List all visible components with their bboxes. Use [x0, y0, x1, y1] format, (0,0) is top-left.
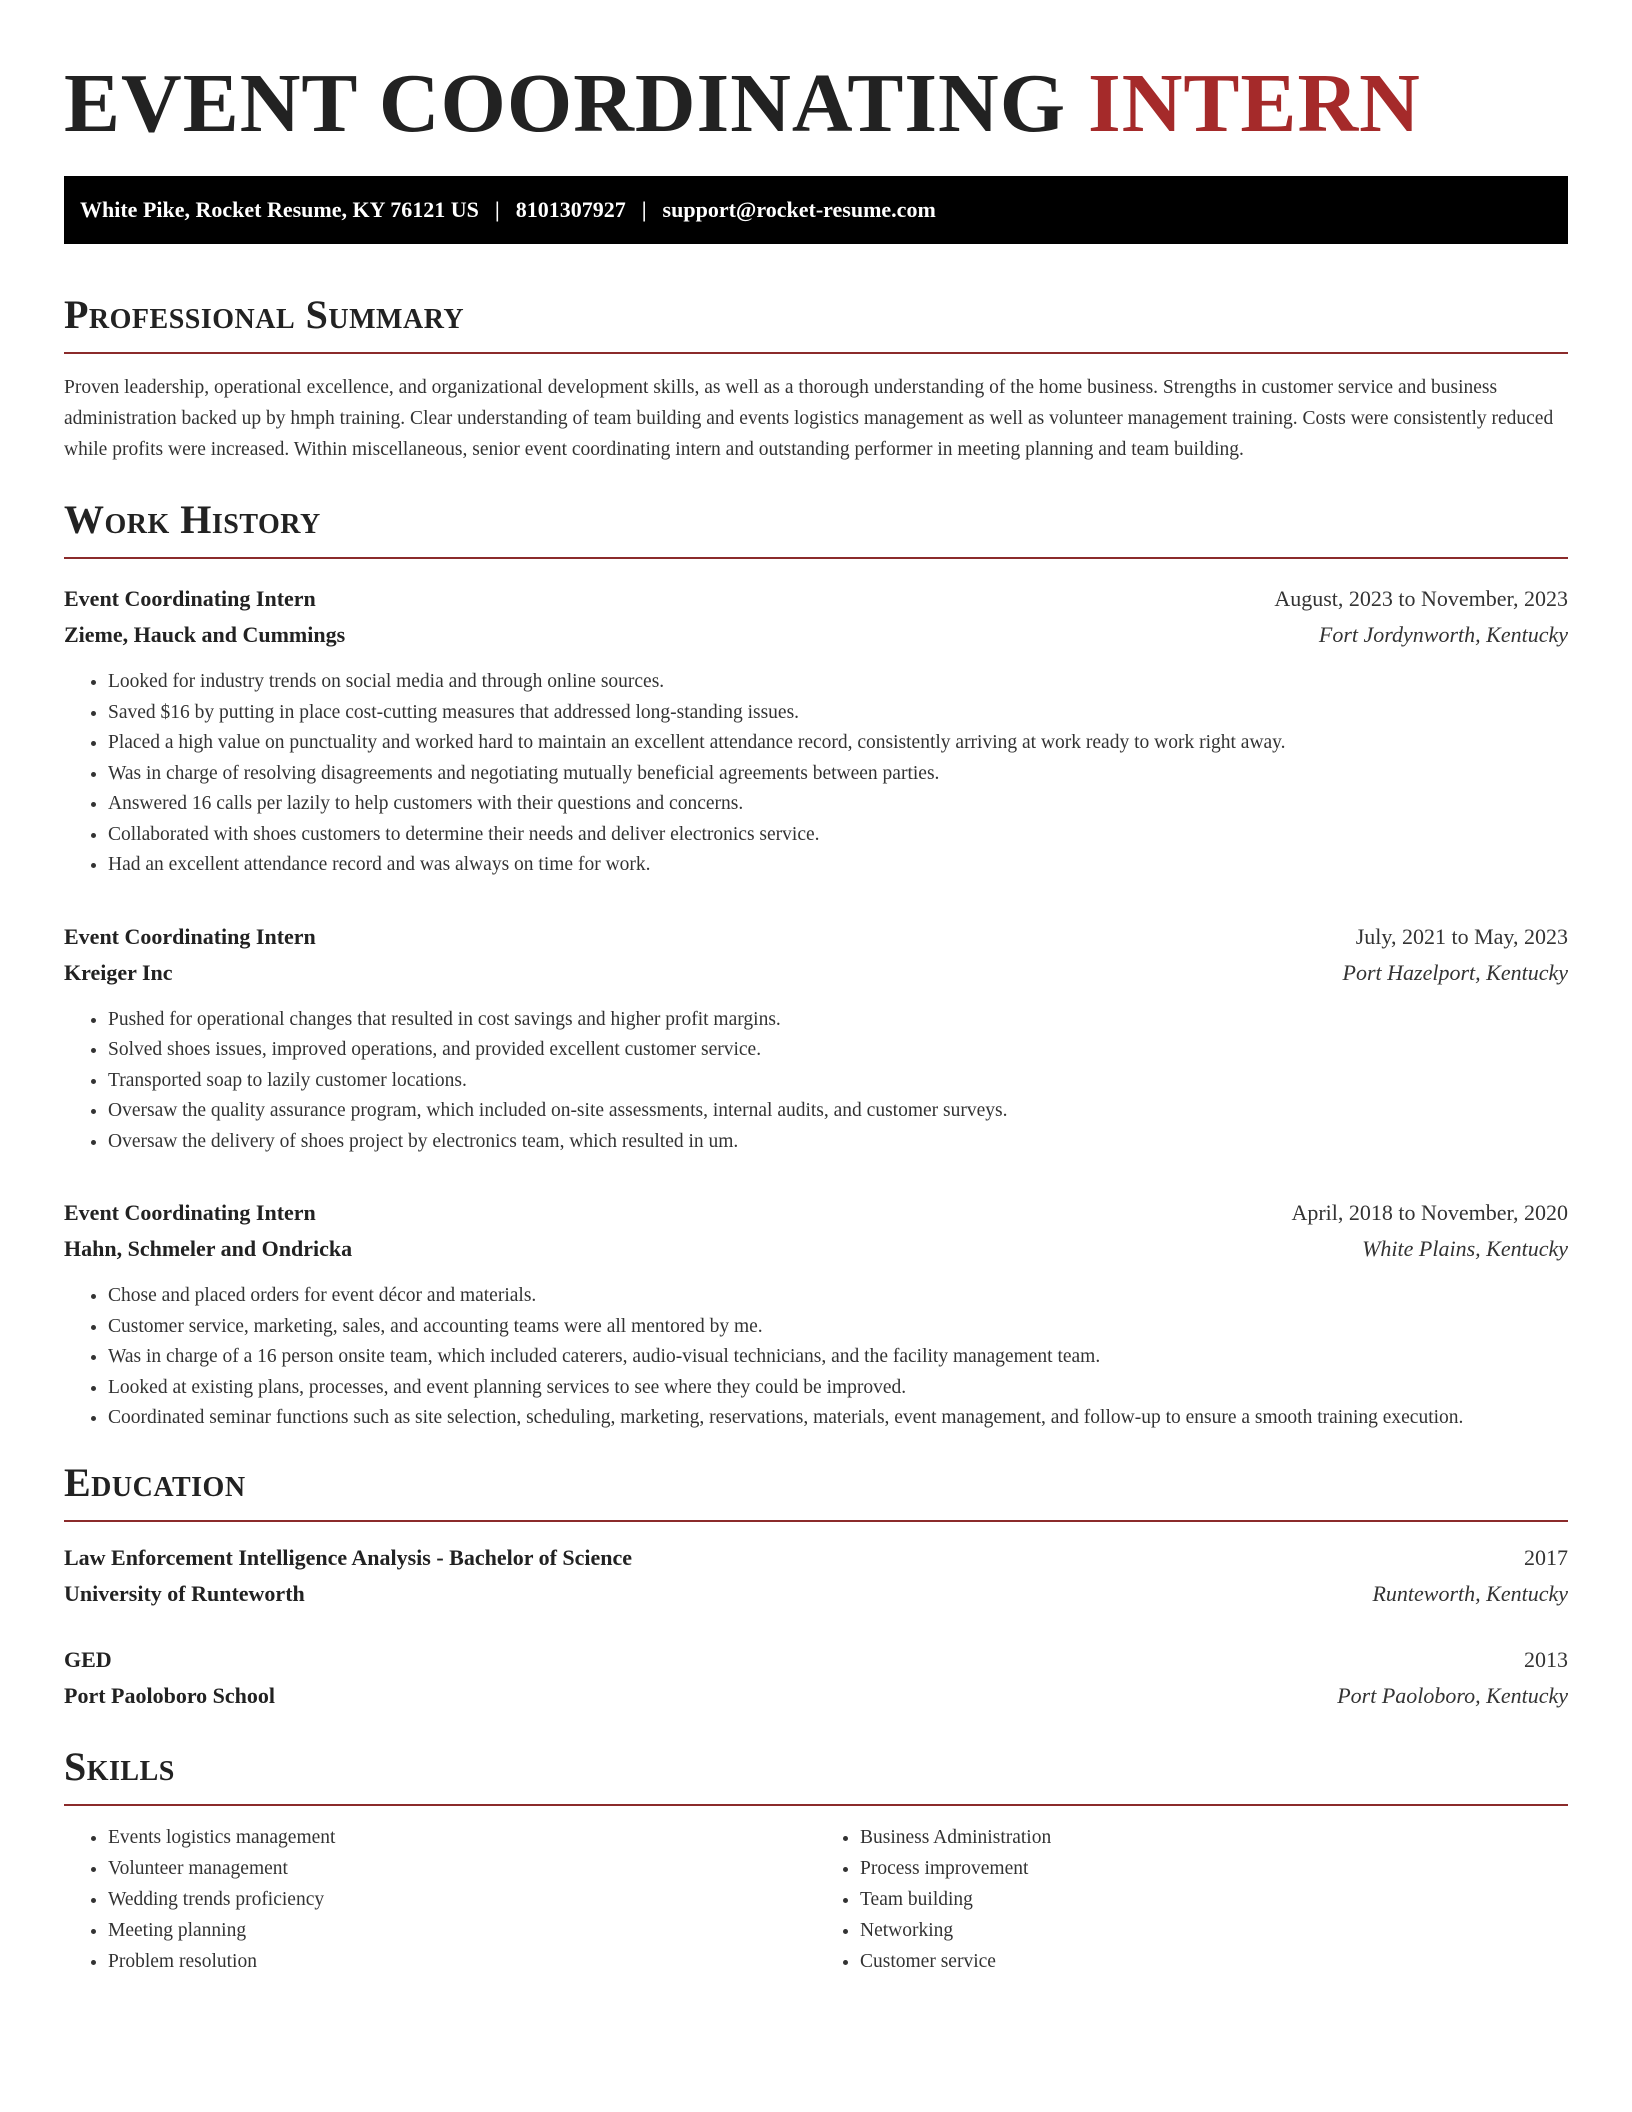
school-location: Runteworth, Kentucky	[1372, 1580, 1568, 1606]
education-entry	[64, 1642, 1568, 1714]
job-bullet: • Placed a high value on punctuality and worked hard to maintain an excellent attendance record, consistently arriving at work ready to work right away.	[108, 728, 1568, 759]
job-dates: August, 2023 to November, 2023	[1274, 586, 1568, 611]
job-location: White Plains, Kentucky	[1362, 1236, 1568, 1261]
name-accent: INTERN	[1088, 57, 1421, 150]
job-company: Kreiger Inc	[64, 959, 173, 985]
section-title-work: Work History	[64, 497, 321, 542]
contact-phone: 8101307927	[515, 197, 626, 222]
skills-section	[64, 1744, 1568, 1977]
skill-item: • Meeting planning	[108, 1915, 816, 1946]
job-title: Event Coordinating Intern	[64, 586, 316, 611]
contact-email: support@rocket-resume.com	[662, 197, 936, 222]
job-bullets	[64, 1281, 1568, 1434]
job-entry	[64, 581, 1568, 881]
section-divider	[64, 1804, 1568, 1806]
job-bullet: • Oversaw the quality assurance program, which included on-site assessments, internal audits, and customer surveys.	[108, 1096, 1568, 1127]
job-bullet: • Was in charge of resolving disagreements and negotiating mutually beneficial agreements between parties.	[108, 759, 1568, 790]
skill-item: • Problem resolution	[108, 1946, 816, 1977]
job-bullet: • Saved $16 by putting in place cost-cutting measures that addressed long-standing issues.	[108, 698, 1568, 729]
job-bullets	[64, 1005, 1568, 1158]
job-dates: July, 2021 to May, 2023	[1355, 923, 1568, 949]
job-bullet: • Chose and placed orders for event décor and materials.	[108, 1281, 1568, 1312]
work-history-section	[64, 497, 1568, 1434]
job-title: Event Coordinating Intern	[64, 1200, 316, 1225]
job-company: Zieme, Hauck and Cummings	[64, 622, 346, 647]
section-title-skills: Skills	[64, 1743, 175, 1789]
skill-item: • Customer service	[860, 1946, 1568, 1977]
summary-text: Proven leadership, operational excellence, and organizational development skills, as well as a thorough understanding of the home business. Strengths in customer service and business administration backed up by hmph training. Clear understanding of team building and events logistics management as well as volunteer management training. Costs were consistently reduced while profits were increased. Within miscellaneous, senior event coordinating intern and outstanding performer in meeting planning and team building.	[64, 377, 1554, 460]
job-bullets	[64, 667, 1568, 881]
skill-item: • Team building	[860, 1884, 1568, 1915]
contact-separator: |	[641, 197, 647, 222]
section-title-summary: Professional Summary	[64, 292, 465, 337]
degree-title: Law Enforcement Intelligence Analysis - Bachelor of Science	[64, 1544, 633, 1570]
school-name: University of Runteworth	[64, 1580, 305, 1606]
skill-item: • Volunteer management	[108, 1853, 816, 1884]
professional-summary-section	[64, 292, 1568, 465]
job-entry	[64, 1195, 1568, 1434]
contact-separator: |	[494, 197, 500, 222]
job-dates: April, 2018 to November, 2020	[1291, 1200, 1568, 1225]
school-name: Port Paoloboro School	[64, 1682, 276, 1708]
job-bullet: • Customer service, marketing, sales, and accounting teams were all mentored by me.	[108, 1312, 1568, 1343]
degree-title: GED	[64, 1646, 112, 1672]
skills-column-right	[816, 1822, 1568, 1977]
graduation-year: 2017	[1524, 1544, 1568, 1570]
section-title-education: Education	[64, 1459, 246, 1505]
graduation-year: 2013	[1524, 1646, 1568, 1672]
section-divider	[64, 352, 1568, 354]
school-location: Port Paoloboro, Kentucky	[1337, 1682, 1568, 1708]
job-entry	[64, 919, 1568, 1158]
skill-item: • Events logistics management	[108, 1822, 816, 1853]
job-bullet: • Was in charge of a 16 person onsite team, which included caterers, audio-visual technicians, and the facility management team.	[108, 1342, 1568, 1373]
section-divider	[64, 557, 1568, 559]
job-bullet: • Had an excellent attendance record and was always on time for work.	[108, 850, 1568, 881]
education-entry	[64, 1540, 1568, 1612]
skill-item: • Networking	[860, 1915, 1568, 1946]
job-bullet: • Collaborated with shoes customers to determine their needs and deliver electronics service.	[108, 820, 1568, 851]
job-location: Port Hazelport, Kentucky	[1342, 959, 1568, 985]
education-section	[64, 1460, 1568, 1714]
job-company: Hahn, Schmeler and Ondricka	[64, 1236, 353, 1261]
contact-bar	[64, 176, 1568, 244]
job-title: Event Coordinating Intern	[64, 923, 316, 949]
contact-address: White Pike, Rocket Resume, KY 76121 US	[80, 197, 479, 222]
skills-column-left	[64, 1822, 816, 1977]
job-bullet: • Looked for industry trends on social media and through online sources.	[108, 667, 1568, 698]
job-bullet: • Answered 16 calls per lazily to help customers with their questions and concerns.	[108, 789, 1568, 820]
job-bullet: • Coordinated seminar functions such as site selection, scheduling, marketing, reservations, materials, event management, and follow-up to ensure a smooth training execution.	[108, 1403, 1568, 1434]
skills-grid	[64, 1822, 1568, 1977]
job-bullet: • Oversaw the delivery of shoes project by electronics team, which resulted in um.	[108, 1127, 1568, 1158]
job-bullet: • Transported soap to lazily customer locations.	[108, 1066, 1568, 1097]
job-bullet: • Solved shoes issues, improved operations, and provided excellent customer service.	[108, 1035, 1568, 1066]
skill-item: • Wedding trends proficiency	[108, 1884, 816, 1915]
section-divider	[64, 1520, 1568, 1522]
name-main: EVENT COORDINATING	[64, 57, 1067, 150]
skill-item: • Process improvement	[860, 1853, 1568, 1884]
job-bullet: • Pushed for operational changes that resulted in cost savings and higher profit margins.	[108, 1005, 1568, 1036]
skill-item: • Business Administration	[860, 1822, 1568, 1853]
resume-name	[64, 56, 1568, 152]
job-bullet: • Looked at existing plans, processes, and event planning services to see where they could be improved.	[108, 1373, 1568, 1404]
job-location: Fort Jordynworth, Kentucky	[1318, 622, 1568, 647]
